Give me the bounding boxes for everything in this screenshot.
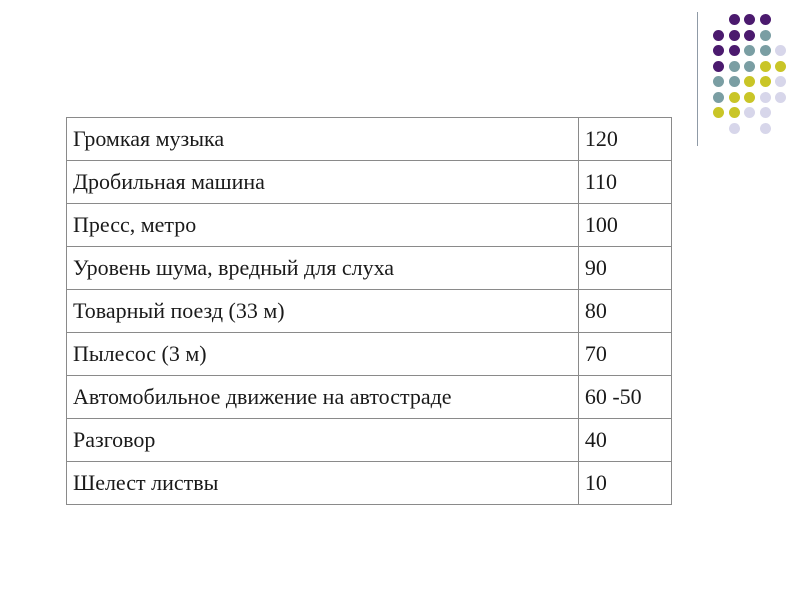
row-label: Пылесос (3 м) (67, 333, 579, 376)
decorative-dot (744, 61, 755, 72)
decorative-dot (729, 92, 740, 103)
noise-level-table (66, 117, 672, 505)
decorative-dot (760, 61, 771, 72)
decorative-dot (729, 123, 740, 134)
table-row (67, 290, 672, 333)
table-row (67, 462, 672, 505)
decorative-dot (775, 92, 786, 103)
table-row (67, 333, 672, 376)
decorative-dot (729, 107, 740, 118)
decorative-dot (744, 30, 755, 41)
decorative-dot (729, 30, 740, 41)
table-row (67, 376, 672, 419)
decorative-vertical-line (697, 12, 698, 146)
row-value: 100 (578, 204, 671, 247)
decorative-dot (744, 92, 755, 103)
row-label: Дробильная машина (67, 161, 579, 204)
decorative-dot (713, 45, 724, 56)
decorative-dot (713, 76, 724, 87)
decorative-dot (744, 14, 755, 25)
row-value: 40 (578, 419, 671, 462)
decorative-dot (744, 107, 755, 118)
row-label: Товарный поезд (33 м) (67, 290, 579, 333)
row-value: 110 (578, 161, 671, 204)
decorative-dot (713, 92, 724, 103)
decorative-dot (729, 76, 740, 87)
decorative-dot (760, 30, 771, 41)
row-label: Уровень шума, вредный для слуха (67, 247, 579, 290)
decorative-dot (729, 14, 740, 25)
decorative-dot (713, 30, 724, 41)
decorative-dot (729, 61, 740, 72)
table-row (67, 204, 672, 247)
decorative-dot (713, 61, 724, 72)
decorative-dot (760, 107, 771, 118)
row-value: 90 (578, 247, 671, 290)
table-row (67, 118, 672, 161)
decorative-dot (775, 61, 786, 72)
row-label: Автомобильное движение на автостраде (67, 376, 579, 419)
decorative-dot (760, 45, 771, 56)
decorative-dot-grid (0, 0, 800, 130)
decorative-dot (760, 92, 771, 103)
table-row (67, 247, 672, 290)
table-row (67, 419, 672, 462)
decorative-dot (744, 45, 755, 56)
row-value: 120 (578, 118, 671, 161)
decorative-dot (760, 123, 771, 134)
row-value: 10 (578, 462, 671, 505)
row-value: 60 -50 (578, 376, 671, 419)
table-row (67, 161, 672, 204)
decorative-dot (775, 45, 786, 56)
row-label: Шелест листвы (67, 462, 579, 505)
row-value: 70 (578, 333, 671, 376)
decorative-dot (775, 76, 786, 87)
row-label: Разговор (67, 419, 579, 462)
decorative-dot (729, 45, 740, 56)
decorative-dot (760, 76, 771, 87)
row-label: Пресс, метро (67, 204, 579, 247)
decorative-dot (760, 14, 771, 25)
row-value: 80 (578, 290, 671, 333)
decorative-dot (744, 76, 755, 87)
decorative-dot (713, 107, 724, 118)
row-label: Громкая музыка (67, 118, 579, 161)
